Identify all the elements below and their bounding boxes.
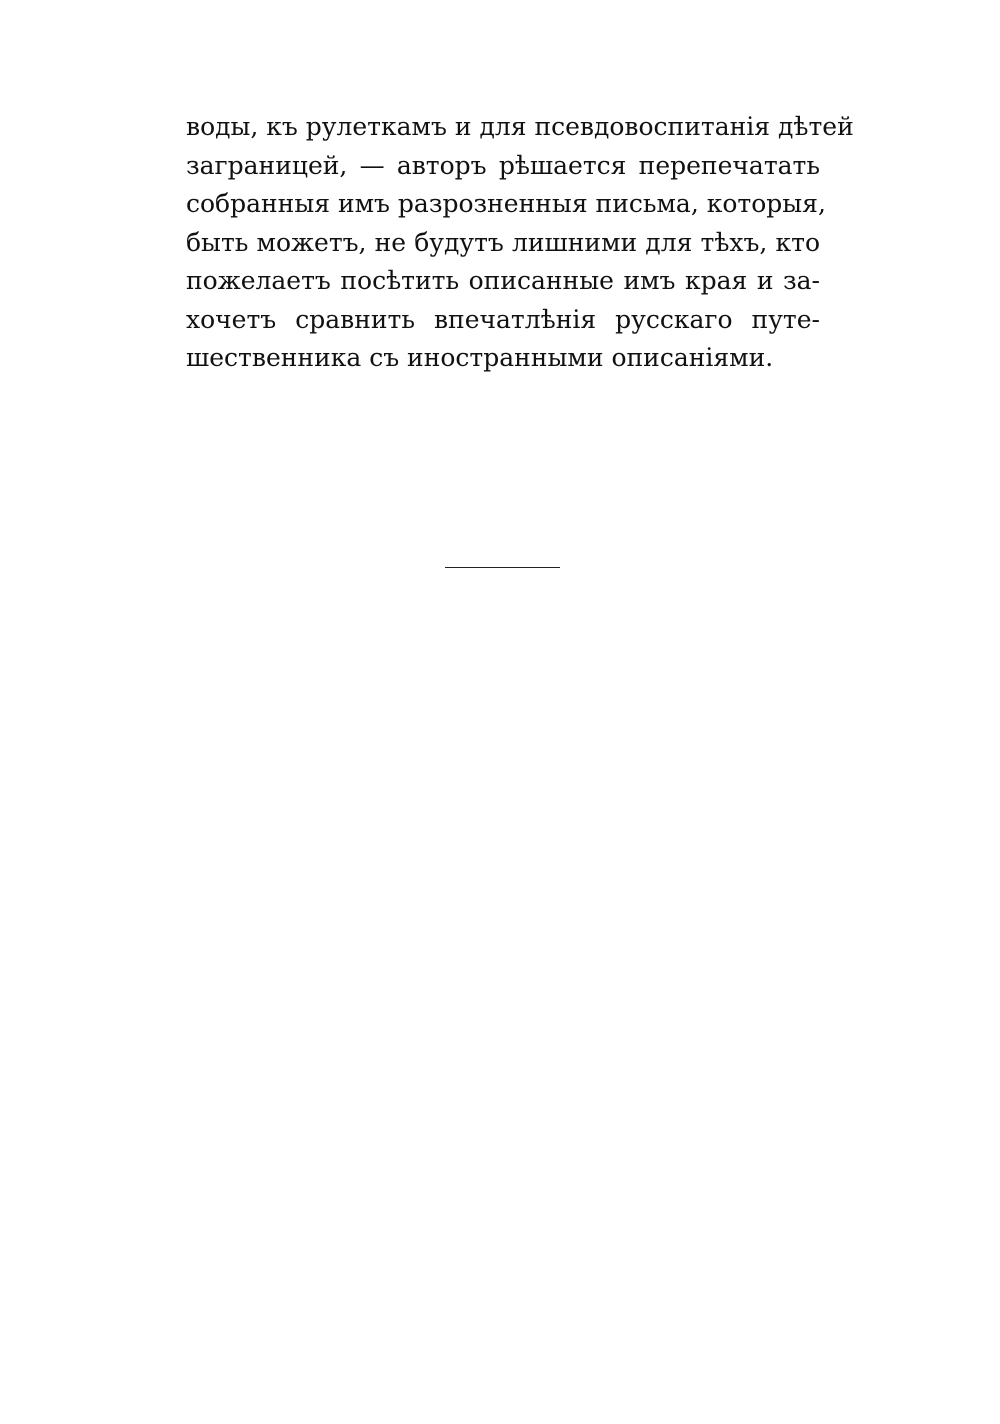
paragraph-line: воды, къ рулеткамъ и для псевдовоспитанія дѣтей: [186, 112, 854, 141]
paragraph-line: заграницей, — авторъ рѣшается перепечатать: [186, 150, 820, 180]
paragraph-line: хочетъ сравнить впечатлѣнія русскаго путе-: [186, 304, 820, 334]
paragraph: [186, 108, 854, 378]
section-divider: [445, 567, 560, 568]
paragraph-line: пожелаетъ посѣтить описанные имъ края и за-: [186, 266, 820, 295]
paragraph-line: шественника съ иностранными описаніями.: [186, 343, 774, 372]
paragraph-line: собранныя имъ разрозненныя письма, которыя,: [186, 189, 826, 218]
paragraph-line: быть можетъ, не будутъ лишними для тѣхъ, кто: [186, 227, 820, 257]
